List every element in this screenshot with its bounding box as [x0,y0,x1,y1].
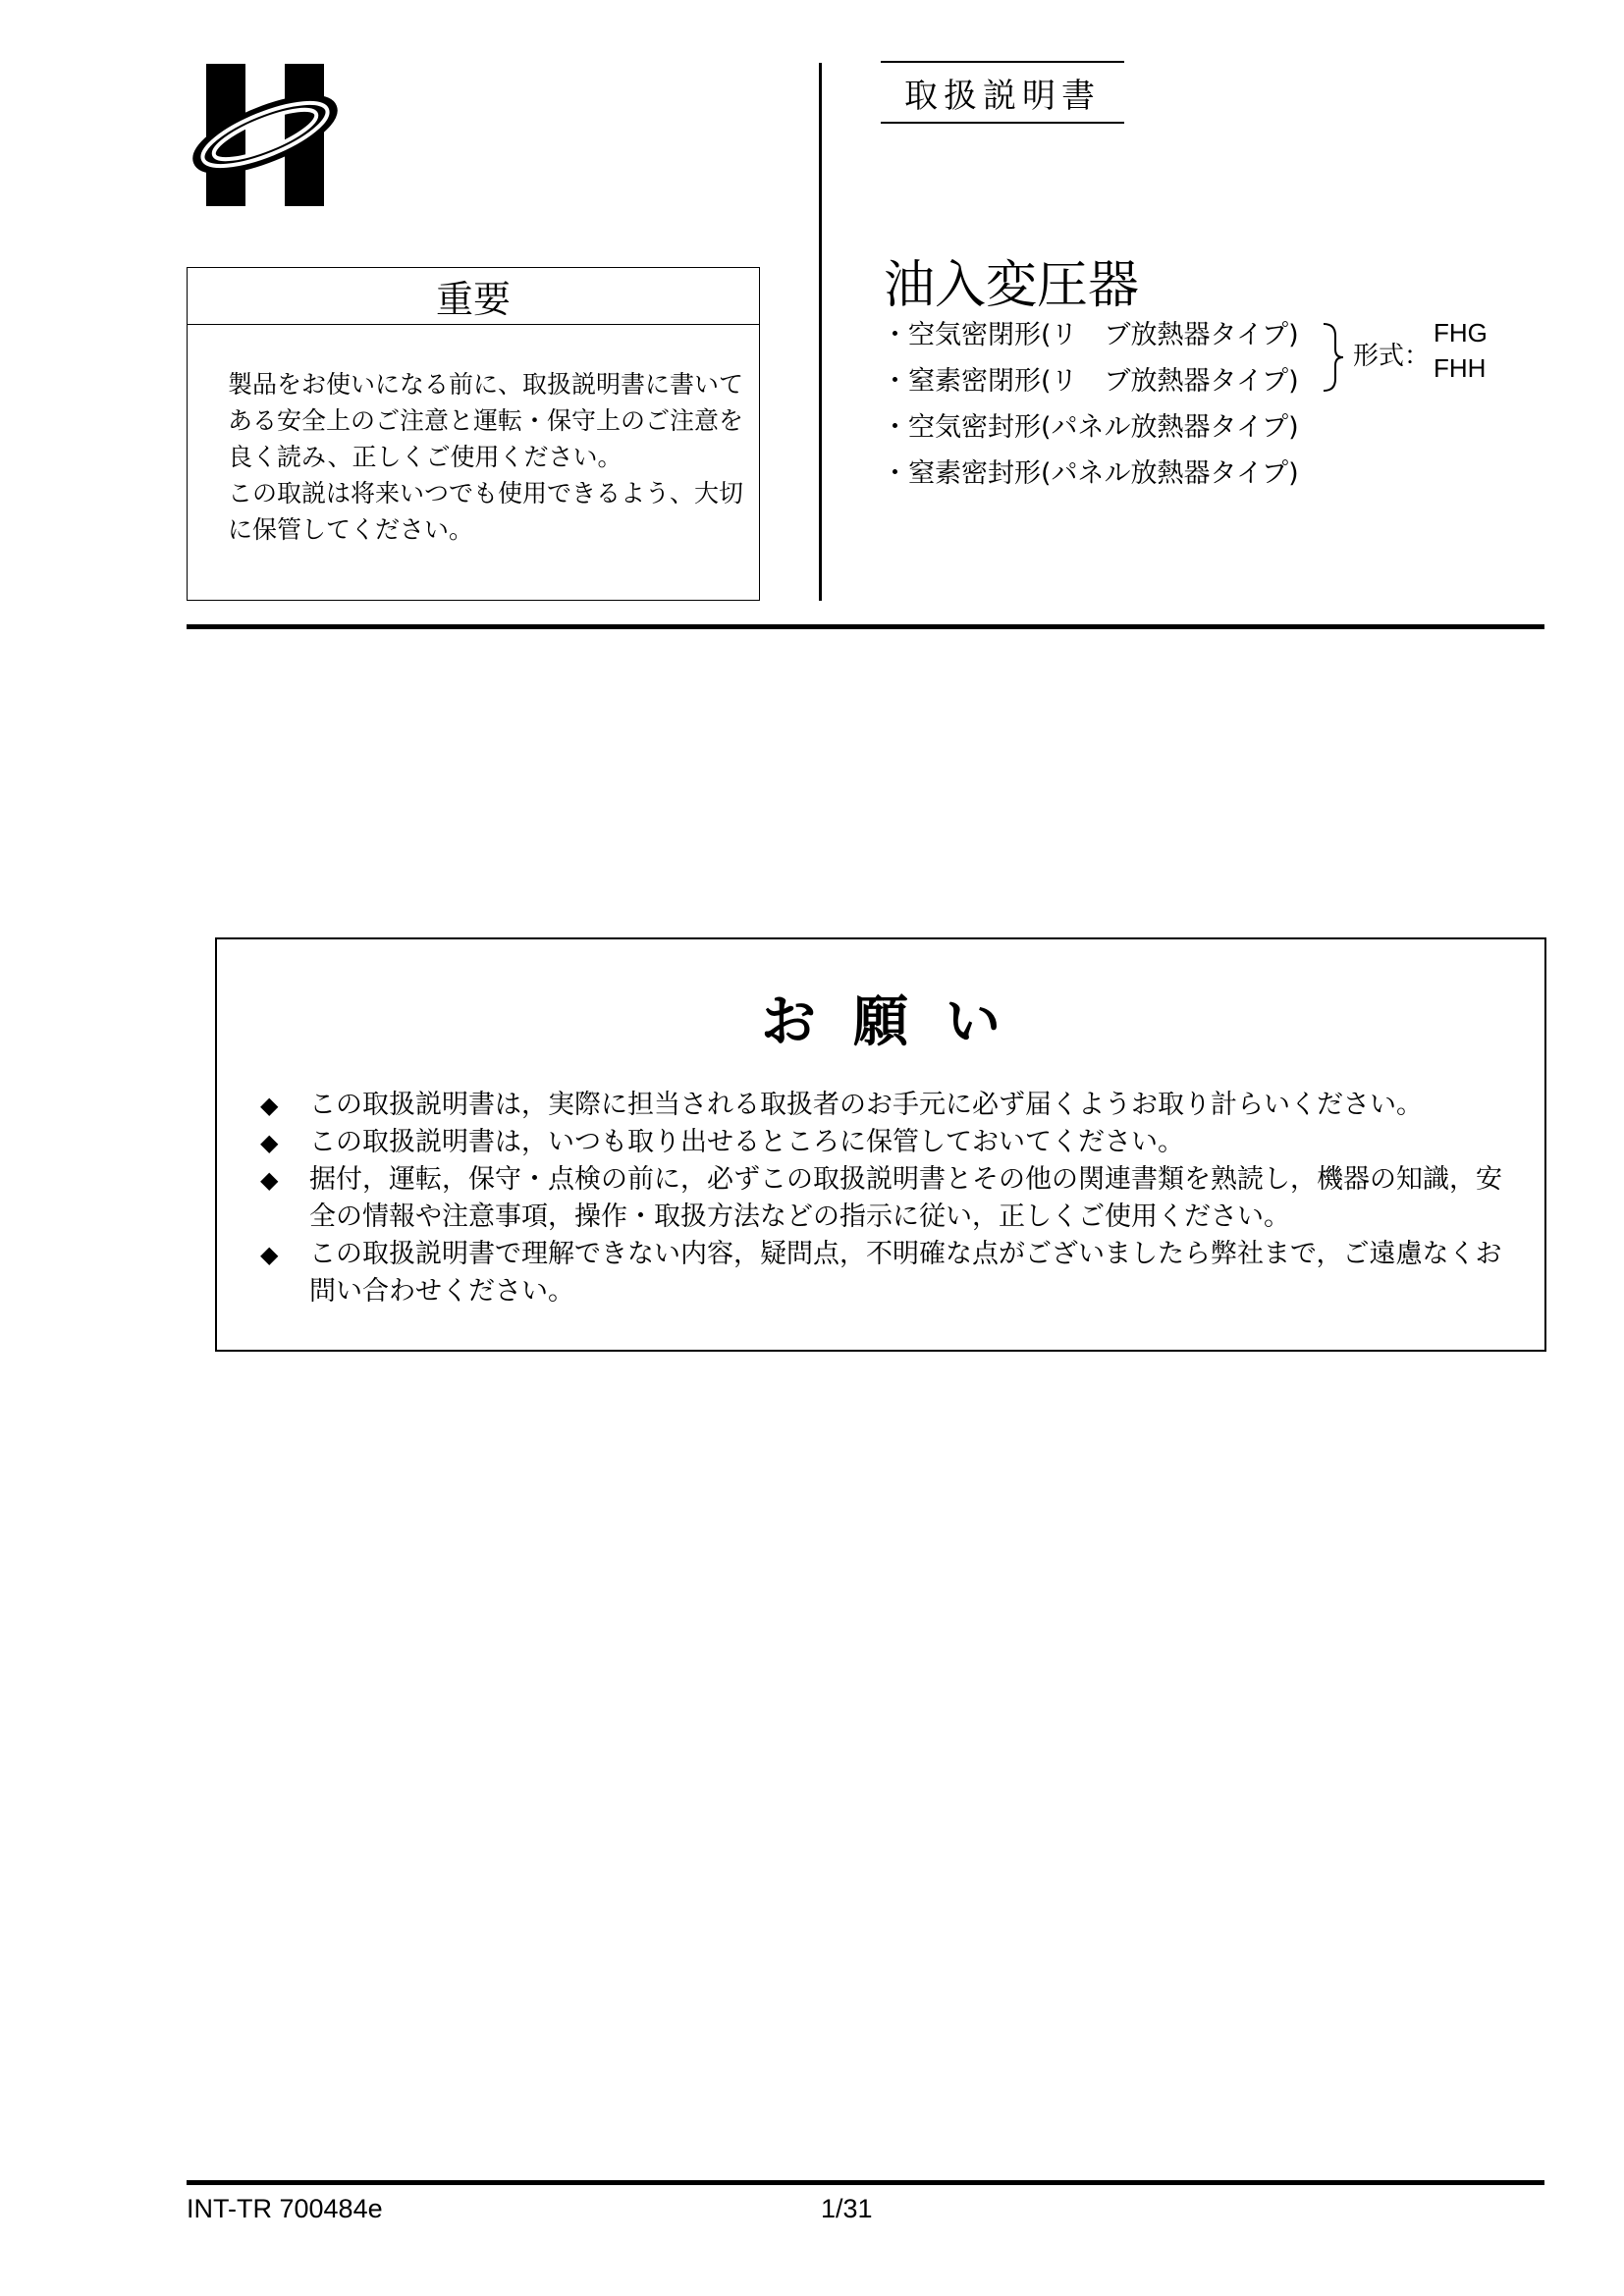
model-label: 形式： [1353,342,1431,371]
model-code: FHG [1434,318,1488,347]
model-code: FHH [1434,353,1487,383]
important-body [203,366,753,548]
footer-rule [187,2180,1544,2185]
variant-item: ・窒素密閉形(リ ブ放熱器タイプ) [882,366,1299,397]
vertical-divider [819,63,822,601]
important-paragraph: この取説は将来いつでも使用できるよう、大切に保管してください。 [228,479,744,544]
company-logo-icon [187,64,344,206]
page-number: 1/31 [821,2194,873,2223]
header-rule [187,624,1544,629]
important-paragraph: 製品をお使いになる前に、取扱説明書に書いてある安全上のご注意と運転・保守上のご注意を良く読み、正しくご使用ください。 [228,370,744,471]
request-item [260,1124,1527,1161]
diamond-bullet-icon: ◆ [260,1129,279,1156]
diamond-bullet-icon: ◆ [260,1092,279,1119]
request-item-text: この取扱説明書で理解できない内容，疑問点，不明確な点がございましたら弊社まで，ご遠慮なくお問い合わせください。 [309,1239,1502,1307]
variant-item: ・窒素密封形(パネル放熱器タイプ) [882,458,1299,489]
request-item [260,1161,1527,1236]
request-list [260,1087,1527,1310]
request-item-text: この取扱説明書は，実際に担当される取扱者のお手元に必ず届くようお取り計らいください。 [309,1090,1423,1120]
request-item [260,1236,1527,1310]
variant-item: ・空気密閉形(リ ブ放熱器タイプ) [882,320,1299,350]
request-item [260,1087,1527,1124]
request-box [215,937,1546,1352]
diamond-bullet-icon: ◆ [260,1241,279,1268]
product-title: 油入変圧器 [884,256,1140,315]
request-item-text: この取扱説明書は，いつも取り出せるところに保管しておいてください。 [309,1127,1184,1157]
right-brace-icon [1322,322,1345,393]
important-title: 重要 [188,268,759,325]
request-item-text: 据付，運転，保守・点検の前に，必ずこの取扱説明書とその他の関連書類を熟読し，機器の知識，安全の情報や注意事項，操作・取扱方法などの指示に従い，正しくご使用ください。 [309,1164,1502,1232]
product-variants-list [882,312,1299,497]
document-number: INT-TR 700484e [187,2194,383,2223]
request-title: お願い [761,990,1038,1054]
diamond-bullet-icon: ◆ [260,1166,279,1194]
variant-item: ・空気密封形(パネル放熱器タイプ) [882,412,1299,443]
document-type: 取扱説明書 [881,61,1124,124]
important-notice-box [187,267,760,601]
